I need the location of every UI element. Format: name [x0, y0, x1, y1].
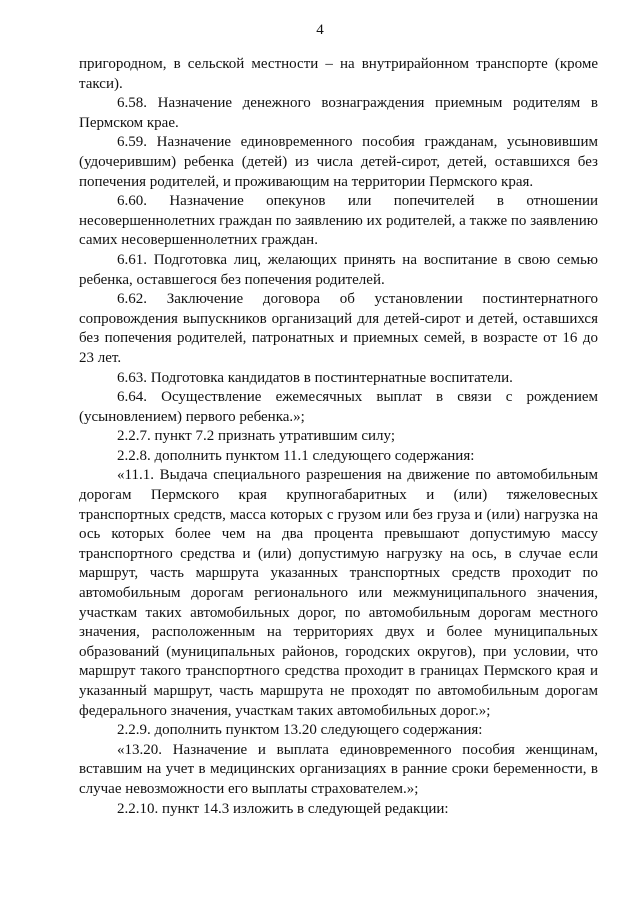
- page-number: 4: [316, 22, 324, 38]
- paragraph: 6.58. Назначение денежного вознаграждения приемным родителям в Пермском крае.: [79, 95, 598, 131]
- paragraph: «13.20. Назначение и выплата единовременного пособия женщинам, вставшим на учет в медицинских организациях в ранние сроки беременности, в случае невозможности его выплаты страхователем.»;: [79, 741, 598, 797]
- paragraph: 6.61. Подготовка лиц, желающих принять на воспитание в свою семью ребенка, оставшегося без попечения родителей.: [79, 251, 598, 288]
- paragraph: 6.63. Подготовка кандидатов в постинтернатные воспитатели.: [117, 369, 513, 386]
- paragraph: 2.2.8. дополнить пунктом 11.1 следующего содержания:: [117, 447, 475, 464]
- document-body: [79, 55, 598, 819]
- paragraph: пригородном, в сельской местности – на внутрирайонном транспорте (кроме такси).: [79, 56, 598, 92]
- paragraph: 2.2.9. дополнить пунктом 13.20 следующего содержания:: [117, 722, 483, 739]
- paragraph: 2.2.10. пункт 14.3 изложить в следующей редакции:: [117, 800, 449, 817]
- paragraph: 6.59. Назначение единовременного пособия гражданам, усыновившим (удочерившим) ребенка (детей) из числа детей-сирот, детей, оставшихся без попечения родителей, и проживающим на территории Пермского края.: [79, 134, 598, 190]
- paragraph: «11.1. Выдача специального разрешения на движение по автомобильным дорогам Пермского края крупногабаритных и (или) тяжеловесных транспортных средств, масса которых с грузом или без груза и (или) нагрузка на ось которых более чем на два процента превышают допустимую массу транспортного средства и (или) допустимую нагрузку на ось, в случае если маршрут, часть маршрута указанных транспортных средств проходит по автомобильным дорогам регионального или межмуниципального значения, участкам таких автомобильных дорог, по автомобильным дорогам местного значения, расположенным на территориях двух и более муниципальных образований (муниципальных районов, городских округов), при условии, что маршрут такого транспортного средства проходит в границах Пермского края и указанный маршрут, часть маршрута не проходят по автомобильным дорогам федерального значения, участкам таких автомобильных дорог.»;: [79, 467, 598, 719]
- paragraph: 6.62. Заключение договора об установлении постинтернатного сопровождения выпускников организаций для детей-сирот и детей, оставшихся без попечения родителей, патронатных и приемных семей, в возрасте от 16 до 23 лет.: [79, 291, 598, 366]
- paragraph: 2.2.7. пункт 7.2 признать утратившим силу;: [117, 428, 396, 445]
- paragraph: 6.64. Осуществление ежемесячных выплат в связи с рождением (усыновлением) первого ребенка.»;: [79, 389, 598, 425]
- paragraph: 6.60. Назначение опекунов или попечителей в отношении несовершеннолетних граждан по заявлению их родителей, а также по заявлению самих несовершеннолетних граждан.: [79, 193, 598, 249]
